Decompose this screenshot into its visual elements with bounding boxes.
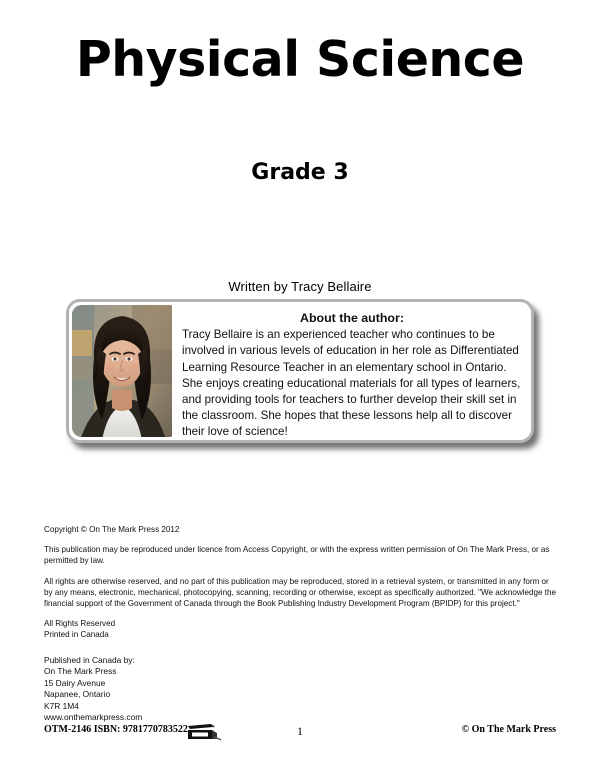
otm-isbn-label: OTM-2146 ISBN: 9781770783522 <box>44 724 188 735</box>
copyright-line: Copyright © On The Mark Press 2012 <box>44 525 180 534</box>
page-number: 1 <box>297 724 303 738</box>
footer-copyright: © On The Mark Press <box>461 724 556 735</box>
publisher-line-published-in: Published in Canada by: <box>44 655 135 665</box>
page-footer <box>44 724 556 744</box>
about-the-author-heading: About the author: <box>300 311 404 325</box>
publisher-address-block <box>44 655 142 723</box>
author-text-block <box>172 305 528 437</box>
publisher-line-street: 15 Dairy Avenue <box>44 677 106 688</box>
all-rights-reserved-line: All Rights Reserved <box>44 619 116 629</box>
rights-paragraph: All rights are otherwise reserved, and no part of this publication may be reproduced, stored in a retrieval system, or transmitted in any form or by any means, electronic, mechanical, photocopying, scanning, recording or otherwise, except as specifically authorized. "We acknowledge the financial support of the Government of Canada through the Book Publishing Industry Development Program (BPIDP) for this project." <box>44 576 557 609</box>
licence-paragraph: This publication may be reproduced under licence from Access Copyright, or with the express written permission of On The Mark Press, or as permitted by law. <box>44 545 550 566</box>
printed-in-canada-line: Printed in Canada <box>44 630 109 640</box>
publisher-line-name: On The Mark Press <box>44 666 117 677</box>
publisher-line-city: Napanee, Ontario <box>44 689 111 700</box>
author-byline: Written by Tracy Bellaire <box>228 279 372 294</box>
publisher-line-postal-code: K7R 1M4 <box>44 700 79 711</box>
author-photo <box>72 305 172 437</box>
grade-level: Grade 3 <box>251 160 349 185</box>
page-title: Physical Science <box>75 31 525 88</box>
legal-block <box>44 524 556 641</box>
author-portrait-image <box>72 305 172 437</box>
about-the-author-box <box>66 299 534 443</box>
author-bio-text: Tracy Bellaire is an experienced teacher who continues to be involved in various levels of education in her role as Differentiated Learning Resource Teacher in an elementary school in Ontario. She enjoys creating educational materials for all types of learners, and providing tools for teachers to further develop their skill set in the classroom. She hopes that these lessons help all to discover their love of science! <box>182 328 521 439</box>
publisher-website[interactable]: www.onthemarkpress.com <box>44 712 143 723</box>
